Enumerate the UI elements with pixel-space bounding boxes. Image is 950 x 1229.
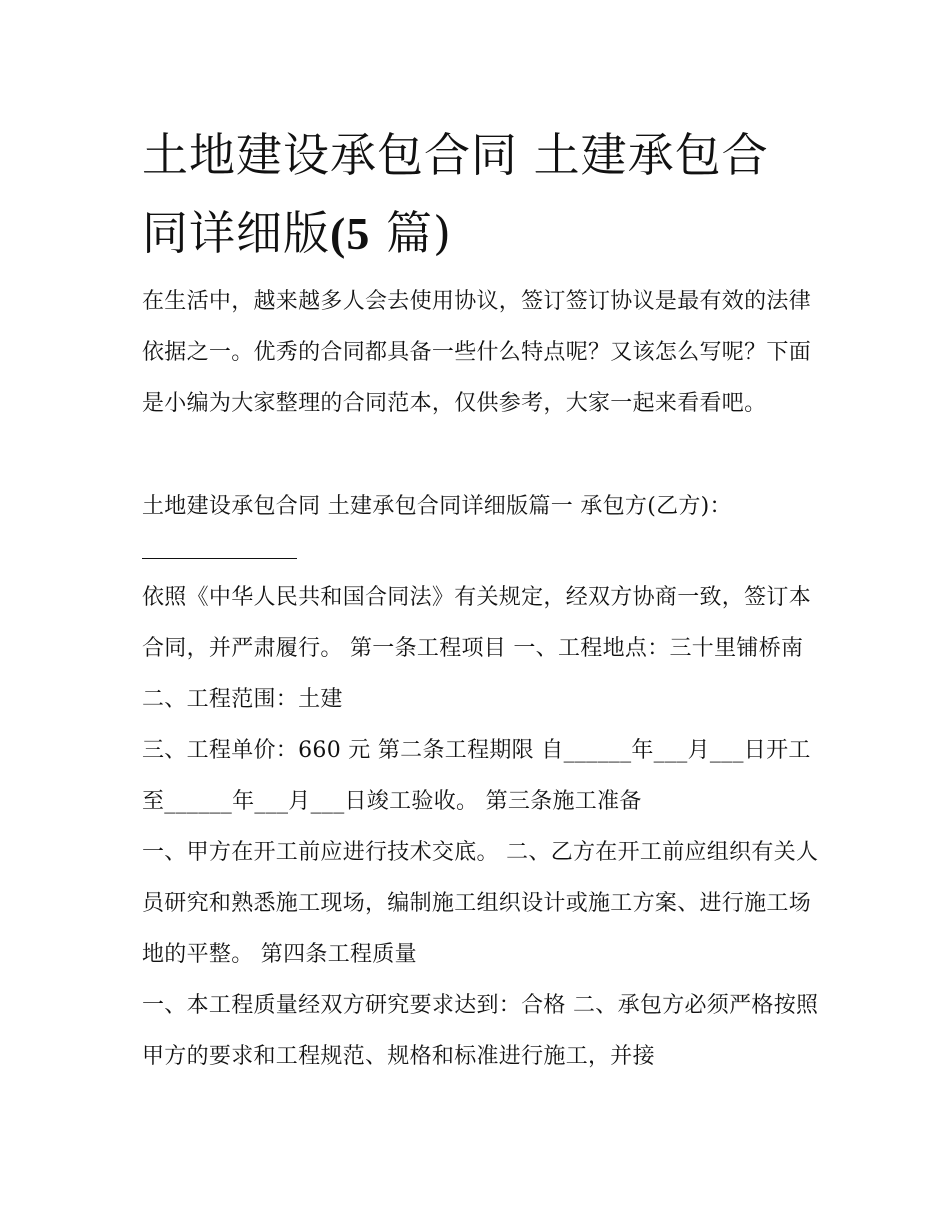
contract-clause-4: 一、本工程质量经双方研究要求达到：合格 二、承包方必须严格按照甲方的要求和工程规范、规格和标准进行施工，并接 xyxy=(142,993,819,1069)
title-line-2-prefix: 同详细版 xyxy=(142,206,330,260)
title-line-2-num: (5 xyxy=(330,208,371,259)
blank-line xyxy=(142,536,297,559)
contract-clause-1: 依照《中华人民共和国合同法》有关规定，经双方协商一致，签订本合同，并严肃履行。 第一条工程项目 一、工程地点：三十里铺桥南 二、工程范围：土建 xyxy=(142,585,812,712)
contract-clause-2: 三、工程单价：660 元 第二条工程期限 自______年___月___日开工至______年___月___日竣工验收。 第三条施工准备 xyxy=(142,738,811,814)
section-heading: 土地建设承包合同 土建承包合同详细版篇一 承包方(乙方)： xyxy=(142,494,732,519)
title-line-1: 土地建设承包合同 土建承包合 xyxy=(142,128,769,182)
party-b-signature-line xyxy=(142,527,822,578)
document-title xyxy=(142,116,822,273)
intro-paragraph: 在生活中，越来越多人会去使用协议，签订签订协议是最有效的法律依据之一。优秀的合同都具备一些什么特点呢？又该怎么写呢？下面是小编为大家整理的合同范本，仅供参考，大家一起来看看吧。 xyxy=(142,289,812,416)
contract-clause-3: 一、甲方在开工前应进行技术交底。 二、乙方在开工前应组织有关人员研究和熟悉施工现场，编制施工组织设计或施工方案、进行施工场地的平整。 第四条工程质量 xyxy=(142,840,819,967)
title-line-2-suffix: 篇) xyxy=(370,206,452,260)
